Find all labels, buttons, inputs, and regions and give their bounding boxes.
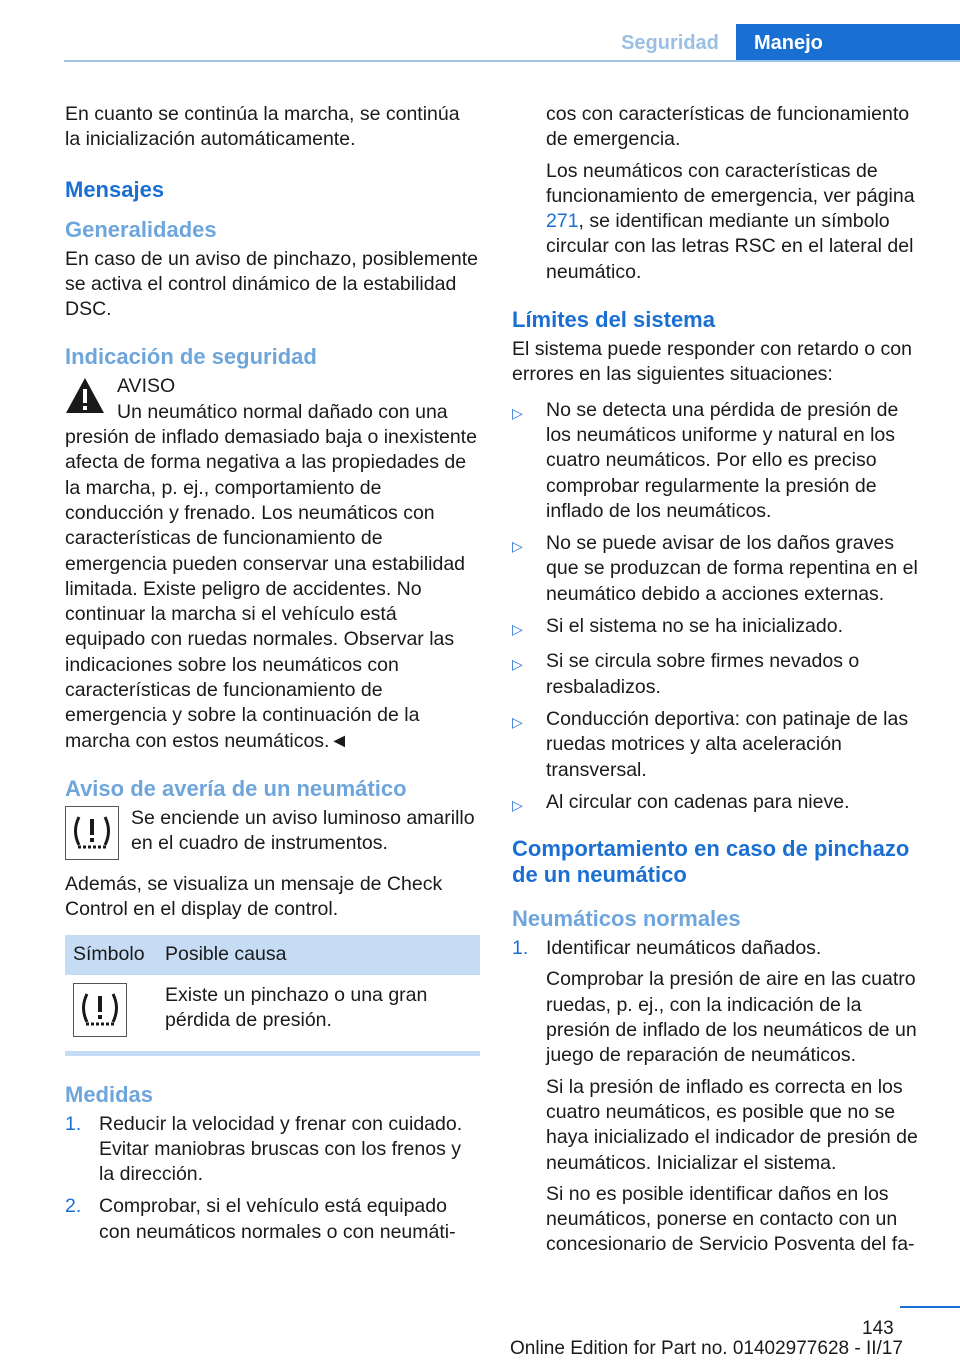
page-link-271[interactable]: 271 (546, 210, 579, 233)
tire-pressure-warning-icon (65, 806, 119, 860)
list-item: 1. Reducir la velocidad y frenar con cuidado. Evitar maniobras bruscas con los frenos y la dirección. (65, 1112, 463, 1186)
rsc-paragraph: Los neumáticos con características de funcionamiento de emergencia, ver página 271, se identifican mediante un símbolo circular con las letras RSC en el lateral del neumático. (546, 159, 915, 283)
list-item: ▷ No se puede avisar de los daños graves que se produzcan de forma repentina en el neumático debido a acciones externas. (512, 531, 928, 607)
limites-paragraph: El sistema puede responder con retardo o con errores en las siguientes situaciones: (512, 338, 912, 386)
page-number: 143 (862, 1318, 894, 1339)
list-item: ▷ Si se circula sobre firmes nevados o resbaladizos. (512, 649, 928, 700)
tire-pressure-warning-icon (73, 983, 127, 1037)
aviso-first-line: Un neumático normal dañado con una (117, 400, 448, 423)
continuation-text: cos con características de funcionamiento de emergencia. (546, 103, 910, 151)
limites-list (512, 398, 928, 818)
indicator-row (65, 806, 480, 860)
medidas-list (65, 1112, 480, 1245)
aviso-label: AVISO (117, 375, 176, 398)
table-header-cause: Posible causa (157, 935, 480, 975)
list-item: ▷ Al circular con cadenas para nieve. (512, 790, 928, 818)
step1-paragraph-2: Si la presión de inflado es correcta en los cuatro neumáticos, es posible que no se haya inicializado el indicador de presión de neumáticos. Inicializar el sistema. (546, 1075, 918, 1174)
steps-list (512, 936, 928, 961)
footer-edition: Online Edition for Part no. 01402977628 - II/17 (510, 1338, 903, 1359)
bullet-icon: ▷ (512, 796, 523, 813)
list-item: 2. Comprobar, si el vehículo está equipado con neumáticos normales o con neumáti- (65, 1195, 456, 1243)
aviso-luminoso-text: Se enciende un aviso luminoso amarillo en el cuadro de instrumentos. (131, 806, 475, 855)
table-cell-cause: Existe un pinchazo o una gran pérdida de presión. (165, 983, 428, 1031)
table-row (65, 975, 480, 1051)
heading-comportamiento: Comportamiento en caso de pinchazo de un neumático (512, 836, 910, 888)
warning-triangle-icon (65, 376, 105, 416)
left-column (65, 102, 480, 1252)
footer-rule (900, 1306, 960, 1308)
heading-generalidades: Generalidades (65, 216, 217, 242)
bullet-icon: ▷ (512, 713, 523, 730)
step1-paragraph-3: Si no es posible identificar daños en los neumáticos, ponerse en contacto con un concesionario de Servicio Posventa del fa- (546, 1182, 915, 1256)
check-control-paragraph: Además, se visualiza un mensaje de Check Control en el display de control. (65, 872, 443, 921)
heading-medidas: Medidas (65, 1081, 154, 1107)
list-item: ▷ Si el sistema no se ha inicializado. (512, 614, 928, 642)
bullet-icon: ▷ (512, 404, 523, 421)
step1-paragraph-1: Comprobar la presión de aire en las cuatro ruedas, p. ej., con la indicación de la presión de inflado de los neumáticos de un juego de reparación de neumáticos. (546, 968, 917, 1067)
right-column (512, 102, 928, 1264)
heading-indicacion-seguridad: Indicación de seguridad (65, 344, 317, 370)
table-bottom-rule (65, 1051, 480, 1056)
intro-paragraph: En cuanto se continúa la marcha, se continúa la inicialización automáticamente. (65, 103, 460, 151)
tab-manejo[interactable]: Manejo (736, 24, 960, 62)
list-item: 1. Identificar neumáticos dañados. (512, 937, 822, 960)
tab-seguridad[interactable]: Seguridad (621, 32, 719, 54)
heading-aviso-averia: Aviso de avería de un neumático (65, 775, 407, 801)
header-rule (64, 60, 960, 62)
list-item: ▷ No se detecta una pérdida de presión de los neumáticos uniforme y natural en los cuatro neumáticos. Por ello es preciso comprobar regularmente la presión de inflado de los neumáticos. (512, 398, 928, 524)
warning-block (65, 374, 480, 425)
generalidades-paragraph: En caso de un aviso de pinchazo, posiblemente se activa el control dinámico de la estabilidad DSC. (65, 247, 479, 321)
message-table (65, 935, 480, 1051)
heading-mensajes: Mensajes (65, 176, 165, 202)
bullet-icon: ▷ (512, 621, 523, 638)
heading-neumaticos-normales: Neumáticos normales (512, 906, 741, 932)
heading-limites: Límites del sistema (512, 307, 715, 333)
bullet-icon: ▷ (512, 538, 523, 555)
aviso-text: presión de inflado demasiado baja o inexistente afecta de forma negativa a las propiedades de la marcha, p. ej., comportamiento de conducción y frenado. Los neumáticos con características de funcionamiento de emergencia pueden conservar una estabilidad limitada. Existe peligro de accidentes. No continuar la marcha si el vehículo está equipado con ruedas normales. Observar las indicaciones sobre los neumáticos con características de funcionamiento de emergencia y sobre la continuación de la marcha con estos neumáticos.◄ (65, 426, 477, 752)
list-item: ▷ Conducción deportiva: con patinaje de las ruedas motrices y alta aceleración transversal. (512, 707, 928, 783)
bullet-icon: ▷ (512, 656, 523, 673)
table-header-symbol: Símbolo (65, 935, 157, 975)
